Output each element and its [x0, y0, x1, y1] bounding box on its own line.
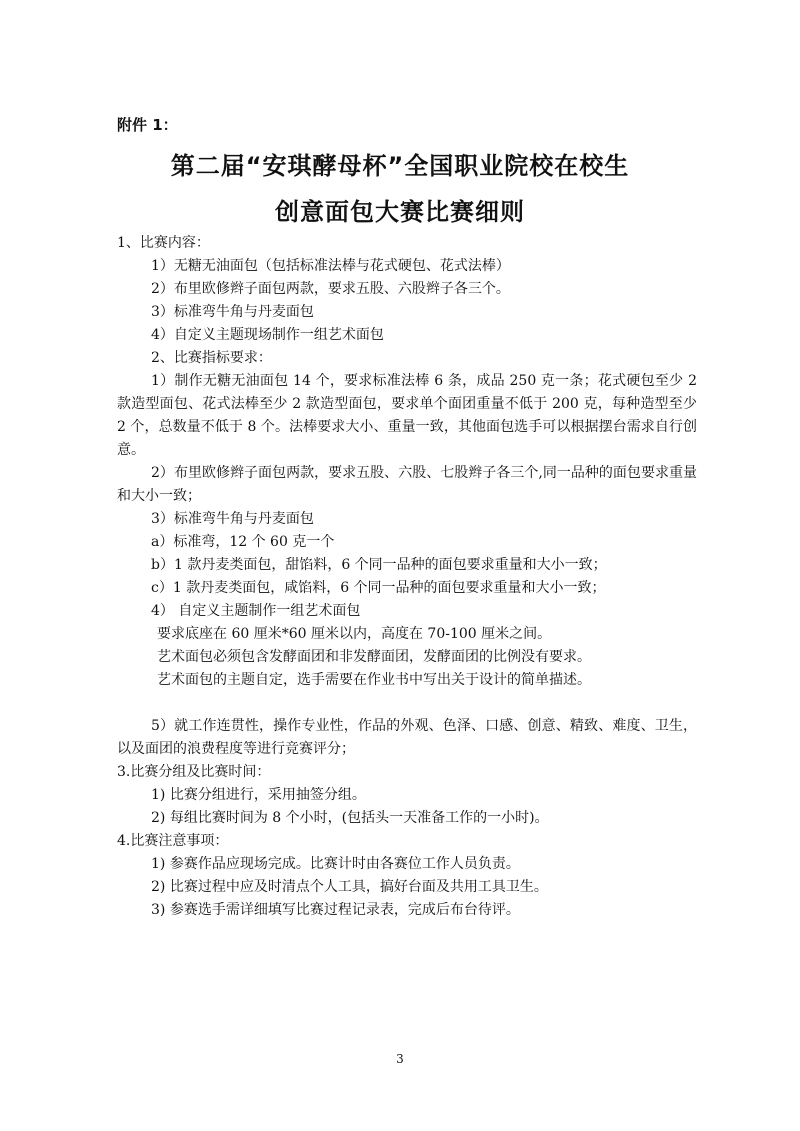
section2-paragraph-1: 1）制作无糖无油面包 14 个，要求标准法棒 6 条，成品 250 克一条；花式硬包至少 2 款造型面包、花式法棒至少 2 款造型面包，要求单个面团重量不低于 200 克，每种造型至少 2 个，总数量不低于 8 个。法棒要求大小、重量一致，其他面包选手可以根据摆台需求自行创意。 [117, 373, 697, 458]
section2-paragraph-5: 5）就工作连贯性，操作专业性，作品的外观、色泽、口感、创意、精致、难度、卫生，以及面团的浪费程度等进行竞赛评分； [117, 718, 697, 757]
section2-sub-line: 要求底座在 60 厘米*60 厘米以内，高度在 70-100 厘米之间。 [157, 626, 552, 642]
section1-item: 1）无糖无油面包（包括标准法棒与花式硬包、花式法棒） [151, 258, 510, 274]
section1-item: 4）自定义主题现场制作一组艺术面包 [151, 327, 384, 343]
section3-item: 1) 比赛分组进行，采用抽签分组。 [151, 787, 366, 803]
section2-sub-item: c）1 款丹麦类面包，咸馅料，6 个同一品种的面包要求重量和大小一致； [151, 580, 606, 596]
section4-item: 3) 参赛选手需详细填写比赛过程记录表，完成后布台待评。 [151, 902, 520, 918]
page-number: 3 [396, 1052, 404, 1066]
section2-sub-item: b）1 款丹麦类面包，甜馅料，6 个同一品种的面包要求重量和大小一致； [151, 557, 607, 573]
title-line-2: 创意面包大赛比赛细则 [275, 198, 525, 226]
section3-item: 2) 每组比赛时间为 8 个小时，(包括头一天准备工作的一小时)。 [151, 810, 549, 826]
section1-heading: 1、比赛内容： [117, 235, 210, 251]
section2-sub-line: 艺术面包的主题自定，选手需要在作业书中写出关于设计的简单描述。 [157, 672, 591, 688]
section1-item: 2）布里欧修辫子面包两款，要求五股、六股辫子各三个。 [151, 281, 510, 297]
section4-heading: 4.比赛注意事项： [117, 833, 229, 849]
spacer [117, 692, 697, 715]
section2-sub-line: 艺术面包必须包含发酵面团和非发酵面团，发酵面团的比例没有要求。 [157, 649, 591, 665]
attachment-label: 附件 1： [117, 116, 178, 134]
section2-heading: 2、比赛指标要求： [151, 350, 272, 366]
section2-sub-heading-4: 4） 自定义主题制作一组艺术面包 [151, 603, 361, 619]
section2-sub-heading-3: 3）标准弯牛角与丹麦面包 [151, 511, 314, 527]
section2-sub-item: a）标准弯，12 个 60 克一个 [151, 534, 335, 550]
section4-item: 2) 比赛过程中应及时清点个人工具，搞好台面及共用工具卫生。 [151, 879, 548, 895]
title-line-1: 第二届“安琪酵母杯”全国职业院校在校生 [170, 152, 630, 180]
section3-heading: 3.比赛分组及比赛时间： [117, 764, 271, 780]
section1-item: 3）标准弯牛角与丹麦面包 [151, 304, 314, 320]
document-body [117, 232, 697, 922]
section2-paragraph-2: 2）布里欧修辫子面包两款，要求五股、六股、七股辫子各三个,同一品种的面包要求重量和大小一致； [117, 465, 697, 504]
section4-item: 1) 参赛作品应现场完成。比赛计时由各赛位工作人员负责。 [151, 856, 520, 872]
